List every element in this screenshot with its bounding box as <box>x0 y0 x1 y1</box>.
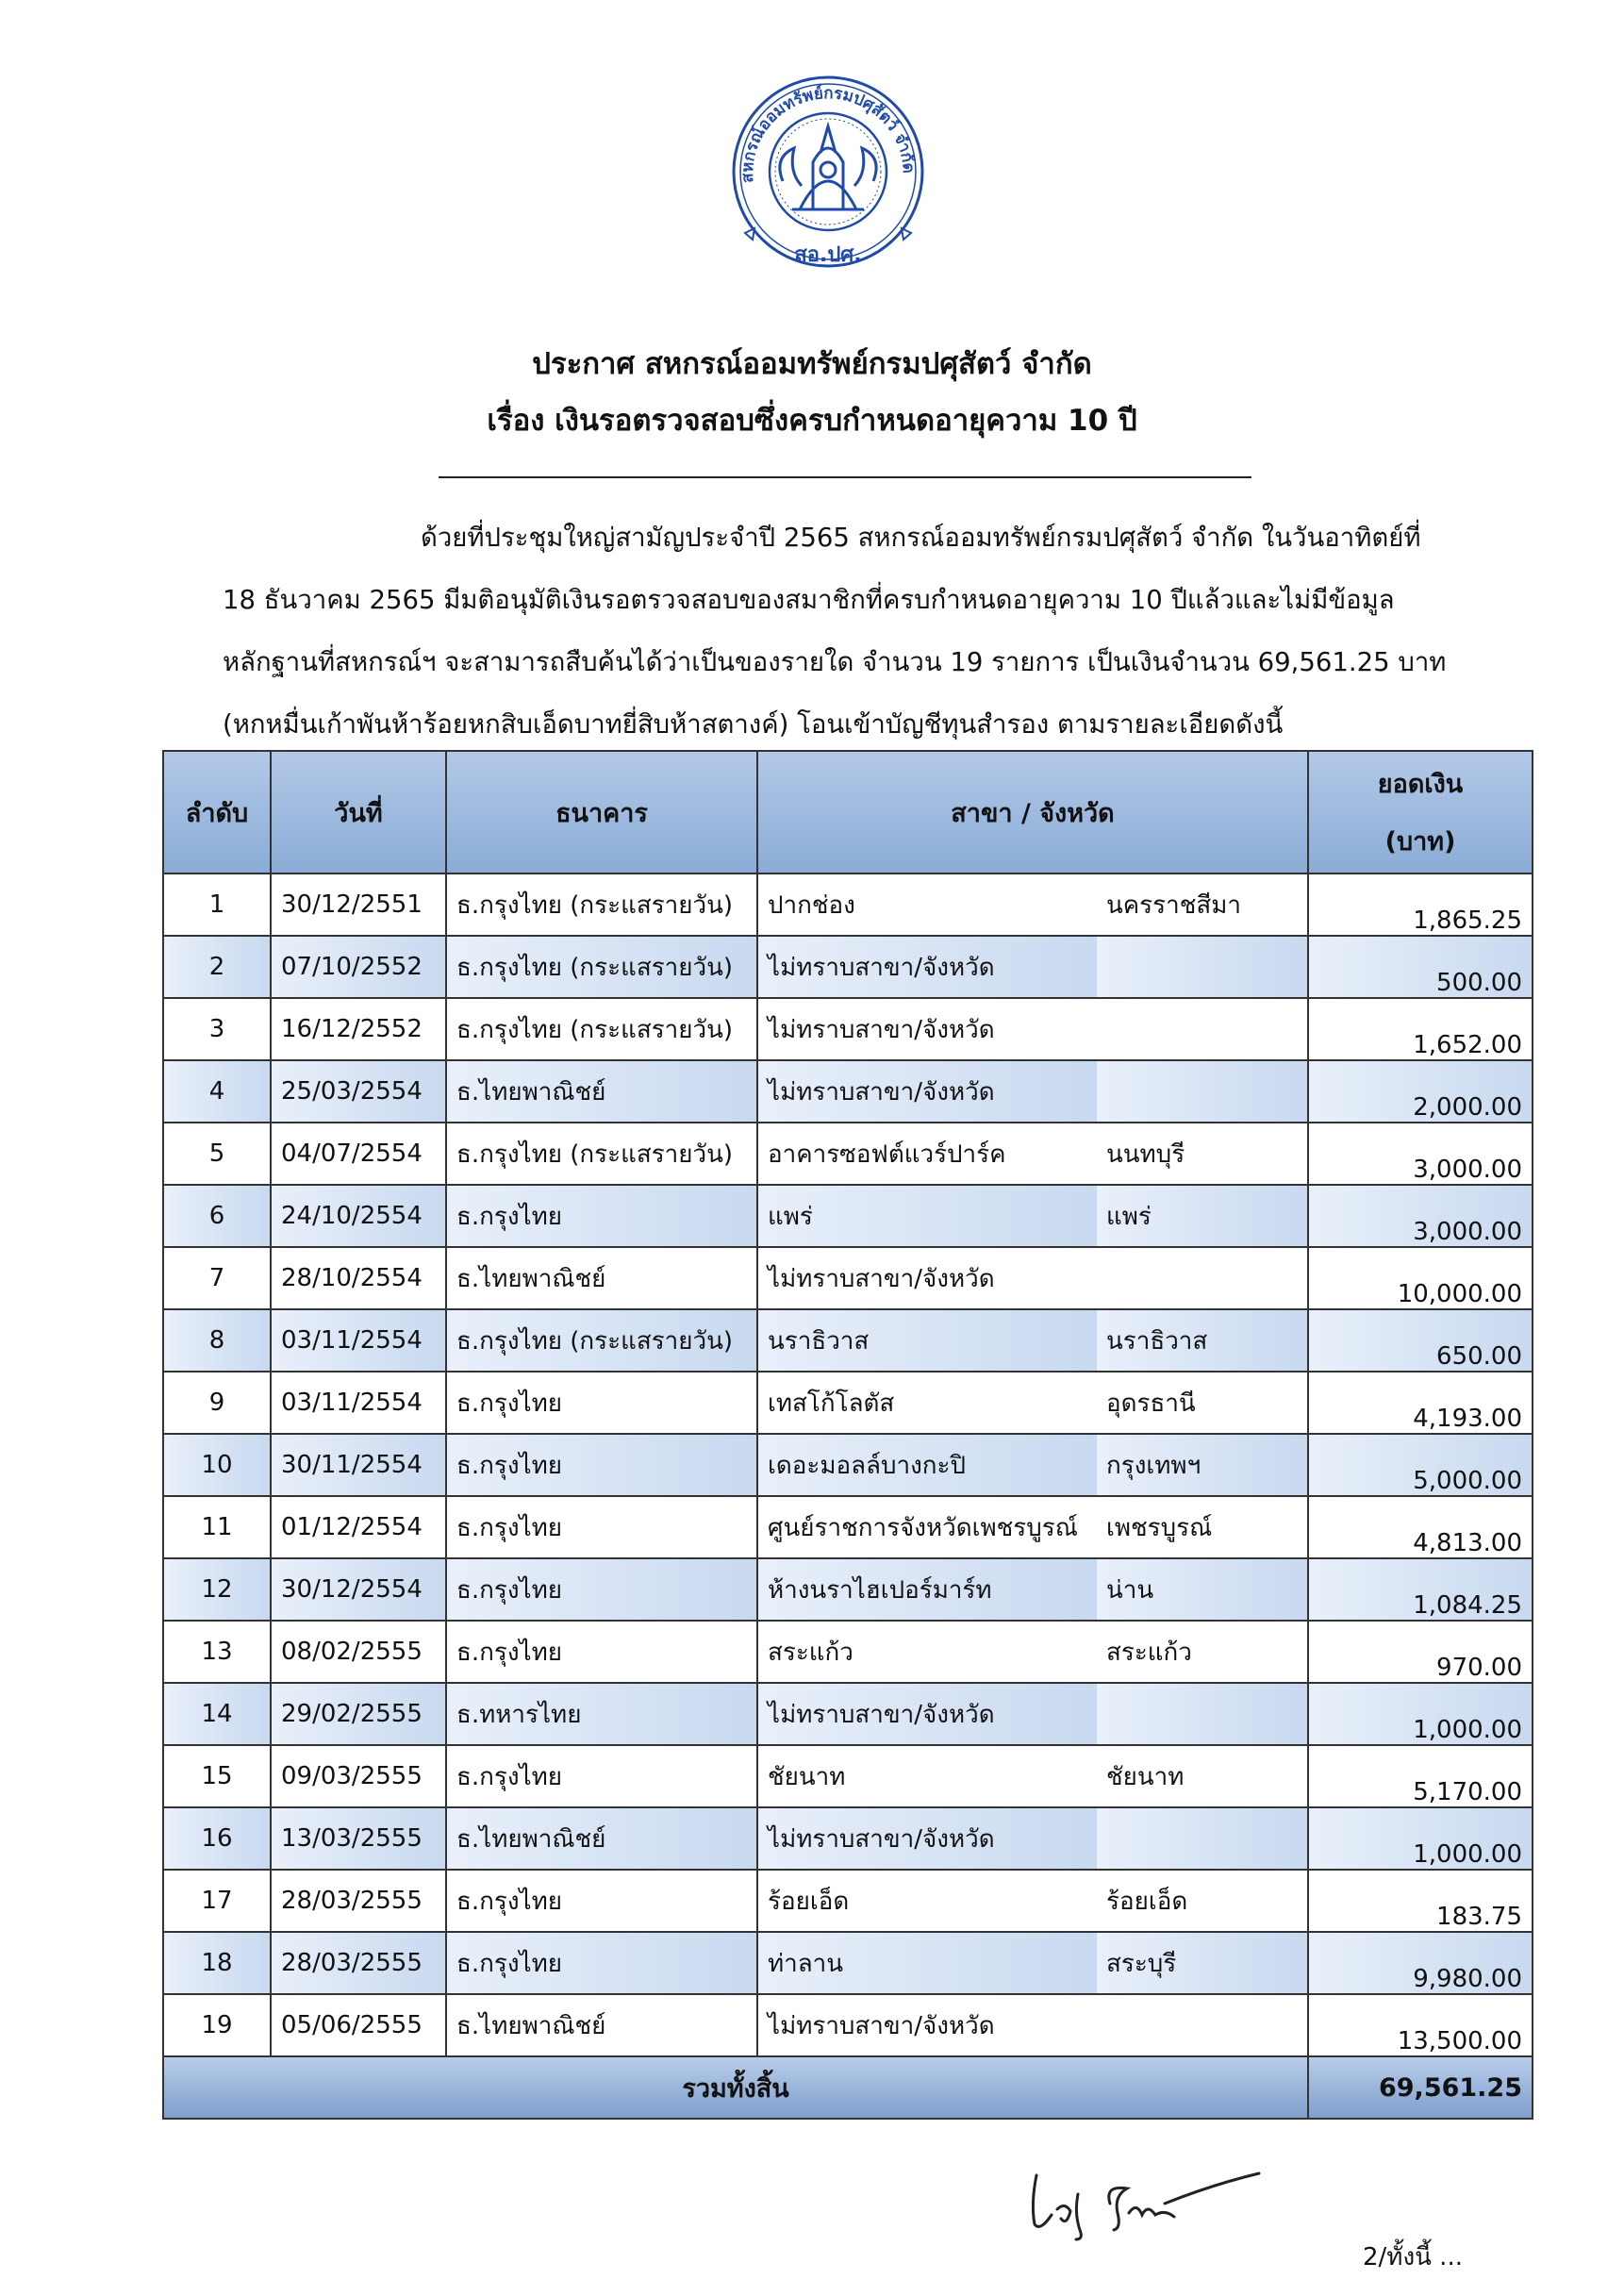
row-number: 11 <box>163 1496 271 1558</box>
title-divider <box>439 476 1251 478</box>
row-date: 28/03/2555 <box>271 1870 446 1932</box>
row-bank: ธ.กรุงไทย <box>446 1870 757 1932</box>
row-branch: เดอะมอลล์บางกะปิ <box>757 1434 1097 1496</box>
svg-text:สหกรณ์ออมทรัพย์กรมปศุสัตว์ จำก <box>738 83 918 183</box>
table-row <box>163 1309 1533 1372</box>
cooperative-seal-logo <box>726 68 930 311</box>
table-row <box>163 1123 1533 1185</box>
row-branch: นราธิวาส <box>757 1309 1097 1372</box>
row-bank: ธ.ไทยพาณิชย์ <box>446 1994 757 2056</box>
row-date: 04/07/2554 <box>271 1123 446 1185</box>
row-province: ชัยนาท <box>1097 1745 1308 1807</box>
row-bank: ธ.กรุงไทย <box>446 1621 757 1683</box>
row-amount: 5,000.00 <box>1308 1434 1533 1496</box>
row-amount: 4,193.00 <box>1308 1372 1533 1434</box>
row-amount: 1,000.00 <box>1308 1807 1533 1870</box>
table-row <box>163 1745 1533 1807</box>
row-amount: 3,000.00 <box>1308 1123 1533 1185</box>
header-amount-unit: (บาท) <box>1384 827 1456 857</box>
row-branch: ท่าลาน <box>757 1932 1097 1994</box>
total-label: รวมทั้งสิ้น <box>163 2056 1308 2119</box>
table-row <box>163 1807 1533 1870</box>
signature <box>1023 2147 1268 2241</box>
table-header-row <box>163 751 1533 873</box>
row-bank: ธ.กรุงไทย <box>446 1372 757 1434</box>
row-province <box>1097 936 1308 998</box>
announcement-subject: เรื่อง เงินรอตรวจสอบซึ่งครบกำหนดอายุความ 10 ปี <box>487 404 1137 438</box>
row-branch: เทสโก้โลตัส <box>757 1372 1097 1434</box>
row-bank: ธ.ทหารไทย <box>446 1683 757 1745</box>
row-province: สระบุรี <box>1097 1932 1308 1994</box>
row-bank: ธ.กรุงไทย <box>446 1745 757 1807</box>
row-bank: ธ.ไทยพาณิชย์ <box>446 1807 757 1870</box>
row-amount: 650.00 <box>1308 1309 1533 1372</box>
row-number: 15 <box>163 1745 271 1807</box>
row-bank: ธ.กรุงไทย (กระแสรายวัน) <box>446 936 757 998</box>
row-province: น่าน <box>1097 1558 1308 1621</box>
body-line-1: ด้วยที่ประชุมใหญ่สามัญประจำปี 2565 สหกรณ์ออมทรัพย์กรมปศุสัตว์ จำกัด ในวันอาทิตย์ที่ <box>421 523 1421 553</box>
row-amount: 2,000.00 <box>1308 1060 1533 1123</box>
row-branch: ไม่ทราบสาขา/จังหวัด <box>757 1807 1097 1870</box>
row-date: 28/10/2554 <box>271 1247 446 1309</box>
row-date: 28/03/2555 <box>271 1932 446 1994</box>
row-amount: 1,084.25 <box>1308 1558 1533 1621</box>
row-date: 30/12/2554 <box>271 1558 446 1621</box>
row-date: 08/02/2555 <box>271 1621 446 1683</box>
row-date: 01/12/2554 <box>271 1496 446 1558</box>
header-branch-province: สาขา / จังหวัด <box>757 751 1308 873</box>
header-no: ลำดับ <box>163 751 271 873</box>
body-line-4: (หกหมื่นเก้าพันห้าร้อยหกสิบเอ็ดบาทยี่สิบห้าสตางค์) โอนเข้าบัญชีทุนสำรอง ตามรายละเอียดดังนี้ <box>223 709 1284 740</box>
row-date: 03/11/2554 <box>271 1372 446 1434</box>
row-province <box>1097 1683 1308 1745</box>
row-branch: ร้อยเอ็ด <box>757 1870 1097 1932</box>
row-bank: ธ.กรุงไทย <box>446 1932 757 1994</box>
row-province: ร้อยเอ็ด <box>1097 1870 1308 1932</box>
row-number: 14 <box>163 1683 271 1745</box>
body-line-2: 18 ธันวาคม 2565 มีมติอนุมัติเงินรอตรวจสอบของสมาชิกที่ครบกำหนดอายุความ 10 ปีแล้วและไม่มีข้อมูล <box>223 585 1395 615</box>
row-amount: 500.00 <box>1308 936 1533 998</box>
row-bank: ธ.ไทยพาณิชย์ <box>446 1060 757 1123</box>
row-number: 6 <box>163 1185 271 1247</box>
row-amount: 1,865.25 <box>1308 873 1533 936</box>
row-province: นครราชสีมา <box>1097 873 1308 936</box>
row-date: 16/12/2552 <box>271 998 446 1060</box>
table-row <box>163 1932 1533 1994</box>
seal-abbrev: สอ.ปศ. <box>794 243 862 267</box>
row-number: 12 <box>163 1558 271 1621</box>
row-branch: ไม่ทราบสาขา/จังหวัด <box>757 1060 1097 1123</box>
header-date: วันที่ <box>271 751 446 873</box>
row-number: 1 <box>163 873 271 936</box>
table-row <box>163 1870 1533 1932</box>
page-continuation: 2/ทั้งนี้ ... <box>1363 2243 1463 2271</box>
row-bank: ธ.กรุงไทย (กระแสรายวัน) <box>446 1123 757 1185</box>
row-branch: ปากช่อง <box>757 873 1097 936</box>
row-province: นราธิวาส <box>1097 1309 1308 1372</box>
table-row <box>163 1994 1533 2056</box>
row-number: 3 <box>163 998 271 1060</box>
table-row <box>163 1247 1533 1309</box>
row-province: เพชรบูรณ์ <box>1097 1496 1308 1558</box>
row-branch: ไม่ทราบสาขา/จังหวัด <box>757 998 1097 1060</box>
table-row <box>163 1434 1533 1496</box>
header-bank: ธนาคาร <box>446 751 757 873</box>
row-bank: ธ.กรุงไทย (กระแสรายวัน) <box>446 998 757 1060</box>
row-branch: ชัยนาท <box>757 1745 1097 1807</box>
row-amount: 9,980.00 <box>1308 1932 1533 1994</box>
row-number: 10 <box>163 1434 271 1496</box>
row-date: 05/06/2555 <box>271 1994 446 2056</box>
row-number: 16 <box>163 1807 271 1870</box>
row-number: 4 <box>163 1060 271 1123</box>
row-province <box>1097 1994 1308 2056</box>
row-number: 17 <box>163 1870 271 1932</box>
table-row <box>163 1372 1533 1434</box>
row-branch: ศูนย์ราชการจังหวัดเพชรบูรณ์ <box>757 1496 1097 1558</box>
row-province: แพร่ <box>1097 1185 1308 1247</box>
row-amount: 13,500.00 <box>1308 1994 1533 2056</box>
row-amount: 4,813.00 <box>1308 1496 1533 1558</box>
row-date: 24/10/2554 <box>271 1185 446 1247</box>
table-row <box>163 1621 1533 1683</box>
total-amount: 69,561.25 <box>1308 2056 1533 2119</box>
row-bank: ธ.กรุงไทย <box>446 1496 757 1558</box>
row-branch: สระแก้ว <box>757 1621 1097 1683</box>
seal-ring-text: สหกรณ์ออมทรัพย์กรมปศุสัตว์ จำกัด <box>737 84 919 184</box>
row-amount: 1,000.00 <box>1308 1683 1533 1745</box>
row-bank: ธ.กรุงไทย (กระแสรายวัน) <box>446 1309 757 1372</box>
row-amount: 3,000.00 <box>1308 1185 1533 1247</box>
row-date: 03/11/2554 <box>271 1309 446 1372</box>
body-line-3: หลักฐานที่สหกรณ์ฯ จะสามารถสืบค้นได้ว่าเป็นของรายใด จำนวน 19 รายการ เป็นเงินจำนวน 69,561.25 บาท <box>223 647 1447 677</box>
row-amount: 5,170.00 <box>1308 1745 1533 1807</box>
row-number: 7 <box>163 1247 271 1309</box>
row-date: 25/03/2554 <box>271 1060 446 1123</box>
header-amount-label: ยอดเงิน <box>1377 770 1464 799</box>
row-bank: ธ.กรุงไทย <box>446 1185 757 1247</box>
row-number: 2 <box>163 936 271 998</box>
row-number: 5 <box>163 1123 271 1185</box>
row-branch: ไม่ทราบสาขา/จังหวัด <box>757 1247 1097 1309</box>
row-number: 13 <box>163 1621 271 1683</box>
row-bank: ธ.กรุงไทย <box>446 1558 757 1621</box>
row-province <box>1097 998 1308 1060</box>
row-number: 9 <box>163 1372 271 1434</box>
row-branch: อาคารซอฟต์แวร์ปาร์ค <box>757 1123 1097 1185</box>
table-row <box>163 1185 1533 1247</box>
row-date: 29/02/2555 <box>271 1683 446 1745</box>
table-row <box>163 1683 1533 1745</box>
row-branch: ห้างนราไฮเปอร์มาร์ท <box>757 1558 1097 1621</box>
row-bank: ธ.ไทยพาณิชย์ <box>446 1247 757 1309</box>
row-province: อุดรธานี <box>1097 1372 1308 1434</box>
row-branch: ไม่ทราบสาขา/จังหวัด <box>757 1683 1097 1745</box>
row-amount: 1,652.00 <box>1308 998 1533 1060</box>
row-amount: 183.75 <box>1308 1870 1533 1932</box>
row-date: 13/03/2555 <box>271 1807 446 1870</box>
row-date: 30/12/2551 <box>271 873 446 936</box>
row-bank: ธ.กรุงไทย (กระแสรายวัน) <box>446 873 757 936</box>
header-amount <box>1308 751 1533 873</box>
table-row <box>163 1496 1533 1558</box>
row-province: นนทบุรี <box>1097 1123 1308 1185</box>
row-branch: แพร่ <box>757 1185 1097 1247</box>
row-number: 8 <box>163 1309 271 1372</box>
row-province: สระแก้ว <box>1097 1621 1308 1683</box>
table-row <box>163 998 1533 1060</box>
announcement-title: ประกาศ สหกรณ์ออมทรัพย์กรมปศุสัตว์ จำกัด <box>532 347 1092 381</box>
row-number: 18 <box>163 1932 271 1994</box>
row-date: 09/03/2555 <box>271 1745 446 1807</box>
row-amount: 970.00 <box>1308 1621 1533 1683</box>
table-row <box>163 936 1533 998</box>
table-row <box>163 873 1533 936</box>
dormant-deposit-table <box>162 750 1533 2120</box>
row-branch: ไม่ทราบสาขา/จังหวัด <box>757 936 1097 998</box>
row-date: 30/11/2554 <box>271 1434 446 1496</box>
row-province: กรุงเทพฯ <box>1097 1434 1308 1496</box>
table-total-row <box>163 2056 1533 2119</box>
row-province <box>1097 1060 1308 1123</box>
table-row <box>163 1558 1533 1621</box>
row-province <box>1097 1807 1308 1870</box>
row-bank: ธ.กรุงไทย <box>446 1434 757 1496</box>
table-row <box>163 1060 1533 1123</box>
row-province <box>1097 1247 1308 1309</box>
row-number: 19 <box>163 1994 271 2056</box>
row-branch: ไม่ทราบสาขา/จังหวัด <box>757 1994 1097 2056</box>
row-date: 07/10/2552 <box>271 936 446 998</box>
row-amount: 10,000.00 <box>1308 1247 1533 1309</box>
